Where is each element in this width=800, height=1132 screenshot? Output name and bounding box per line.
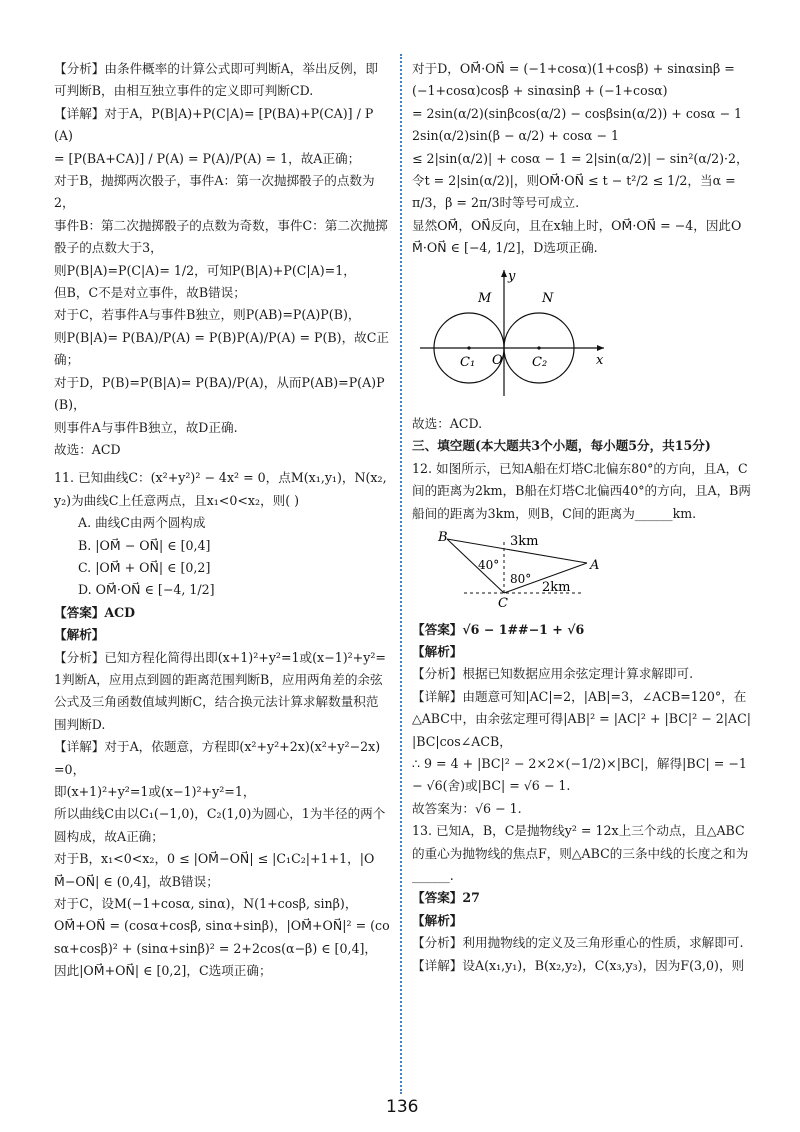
label-a: A	[590, 558, 600, 574]
label-c1: C₁	[460, 354, 476, 370]
q11-choice: 故选：ACD.	[412, 416, 483, 432]
point-n: N	[542, 290, 554, 306]
q10-detail-c2: 则P(B|A)= P(BA)/P(A) = P(B)P(A)/P(A) = P(B)，故C正确；	[54, 329, 390, 368]
two-circles-figure	[412, 264, 752, 411]
q11-detail-c: 对于C，设M(−1+cosα, sinα)，N(1+cosβ, sinβ)，	[54, 896, 358, 912]
q11-detail-d6: 显然OM⃗，ON⃗反向，且在x轴上时，OM⃗·ON⃗ = −4，因此OM⃗·ON⃗ ∈ [−4, 1/2]，D选项正确.	[412, 217, 742, 256]
q10-detail-a: 【详解】对于A，P(B|A)+P(C|A)= [P(BA)+P(CA)] / P(A)	[54, 105, 374, 144]
label-o: O	[492, 352, 503, 368]
q10-analysis: 【分析】由条件概率的计算公式即可判断A，举出反例，即可判断B，由相互独立事件的定义即可判断CD.	[54, 61, 378, 99]
q10-detail-b2: 事件B：第二次抛掷骰子的点数为奇数，事件C：第二次抛掷骰子的点数大于3，	[54, 217, 388, 256]
x-label: x	[596, 352, 604, 368]
y-axis-arrow	[501, 270, 507, 277]
y-label: y	[508, 268, 516, 284]
q13-analysis: 【分析】利用抛物线的定义及三角形重心的性质，求解即可.	[412, 935, 744, 951]
q10-detail-c: 对于C，若事件A与事件B独立，则P(AB)=P(A)P(B)，	[54, 307, 361, 323]
q11-detail-a3: 所以曲线C由以C₁(−1,0)，C₂(1,0)为圆心，1为半径的两个圆构成，故A正确；	[54, 806, 386, 844]
q13-answer: 【答案】27	[412, 890, 480, 906]
q10-choice: 故选：ACD	[54, 441, 121, 457]
q13-jiexi: 【解析】	[412, 912, 463, 928]
q13-stem: 13. 已知A，B，C是抛物线y² = 12x上三个动点，且△ABC的重心为抛物线的焦点F，则△ABC的三条中线的长度之和为______.	[412, 823, 749, 883]
q10-detail-b4: 但B，C不是对立事件，故B错误；	[54, 285, 246, 301]
q10-detail-b3: 则P(B|A)=P(C|A)= 1/2，可知P(B|A)+P(C|A)=1，	[54, 262, 356, 278]
label-40: 40°	[478, 558, 500, 573]
center-c1	[467, 346, 470, 349]
q10-detail-b: 对于B，抛掷两次骰子，事件A：第一次抛掷骰子的点数为2，	[54, 173, 375, 211]
q11-detail-d3: 2sin(α/2)sin(β − α/2) + cosα − 1	[412, 128, 619, 144]
center-c2	[537, 346, 540, 349]
q11-option-b: B. |OM⃗ − ON⃗| ∈ [0,4]	[78, 537, 211, 553]
q10-detail-d: 对于D，P(B)=P(B|A)= P(BA)/P(A)，从而P(AB)=P(A)P(B)，	[54, 374, 385, 413]
q11-analysis: 【分析】已知方程化简得出即(x+1)²+y²=1或(x−1)²+y²=1判断A，应用点到圆的距离范围判断B，应用两角差的余弦公式及三角函数值域判断C，结合换元法计算求解数量积范围判断D.	[54, 649, 386, 732]
q12-analysis: 【分析】根据已知数据应用余弦定理计算求解即可.	[412, 666, 694, 682]
label-b: B	[438, 530, 448, 546]
q12-jiexi: 【解析】	[412, 643, 463, 659]
column-divider	[400, 54, 402, 1094]
q11-answer: 【答案】ACD	[54, 604, 136, 620]
q11-option-c: C. |OM⃗ + ON⃗| ∈ [0,2]	[78, 559, 211, 575]
triangle-svg	[412, 529, 612, 609]
q10-detail-d2: 则事件A与事件B独立，故D正确.	[54, 419, 238, 435]
q12-stem: 12. 如图所示，已知A船在灯塔C北偏东80°的方向，且A，C间的距离为2km，B船在灯塔C北偏西40°的方向，且A，B两船间的距离为3km，则B，C间的距离为______km.	[412, 460, 752, 521]
q11-jiexi: 【解析】	[54, 627, 105, 643]
q12-detail2: ∴ 9 = 4 + |BC|² − 2×2×(−1/2)×|BC|，解得|BC| = −1 − √6(舍)或|BC| = √6 − 1.	[412, 755, 747, 794]
triangle-figure	[412, 529, 752, 616]
q10-detail-a2: = [P(BA+CA)] / P(A) = P(A)/P(A) = 1，故A正确；	[54, 150, 361, 166]
q11-detail-d2: = 2sin(α/2)(sinβcos(α/2) − cosβsin(α/2)) + cosα − 1	[412, 105, 743, 121]
q11-detail-c3: 因此|OM⃗+ON⃗| ∈ [0,2]，C选项正确；	[54, 963, 272, 979]
q11-detail-b: 对于B，x₁<0<x₂，0 ≤ |OM⃗−ON⃗| ≤ |C₁C₂|+1+1，|OM⃗−ON⃗| ∈ (0,4]，故B错误；	[54, 851, 375, 889]
q13-detail: 【详解】设A(x₁,y₁)，B(x₂,y₂)，C(x₃,y₃)，因为F(3,0)，则	[412, 957, 745, 973]
q11-detail-d: 对于D，OM⃗·ON⃗ = (−1+cosα)(1+cosβ) + sinαsinβ = (−1+cosα)cosβ + sinαsinβ + (−1+cosα)	[412, 61, 735, 99]
page-number: 136	[386, 1097, 419, 1117]
label-ab: 3km	[510, 534, 539, 550]
q11-detail-d5: 令t = 2|sin(α/2)|，则OM⃗·ON⃗ ≤ t − t²/2 ≤ 1/2，当α = π/3，β = 2π/3时等号可成立.	[412, 173, 736, 211]
label-c2: C₂	[532, 354, 548, 370]
q12-final: 故答案为：√6 − 1.	[412, 800, 522, 816]
section-heading: 三、填空题(本大题共3个小题，每小题5分，共15分)	[412, 438, 711, 454]
right-column	[412, 58, 752, 977]
label-c: C	[498, 596, 508, 610]
label-ac: 2km	[542, 580, 571, 596]
q11-stem: 11. 已知曲线C：(x²+y²)² − 4x² = 0，点M(x₁,y₁)，N(x₂,y₂)为曲线C上任意两点，且x₁<0<x₂，则( )	[54, 470, 387, 508]
two-circles-svg	[412, 264, 612, 404]
q11-detail-a: 【详解】对于A，依题意，方程即(x²+y²+2x)(x²+y²−2x)=0，	[54, 739, 381, 777]
point-m: M	[478, 290, 492, 306]
q11-detail-d4: ≤ 2|sin(α/2)| + cosα − 1 = 2|sin(α/2)| − sin²(α/2)·2，	[412, 150, 749, 166]
label-80: 80°	[510, 572, 532, 587]
left-column	[54, 58, 390, 983]
q11-option-a: A. 曲线C由两个圆构成	[78, 515, 206, 531]
q11-detail-c2: OM⃗+ON⃗ = (cosα+cosβ, sinα+sinβ)，|OM⃗+ON⃗|² = (cosα+cosβ)² + (sinα+sinβ)² = 2+2cos(α−β) ∈ [0,4]，	[54, 918, 390, 956]
q12-answer: 【答案】√6 − 1##−1 + √6	[412, 621, 585, 637]
q11-option-d: D. OM⃗·ON⃗ ∈ [−4, 1/2]	[78, 582, 215, 598]
x-axis-arrow	[597, 345, 604, 351]
q11-detail-a2: 即(x+1)²+y²=1或(x−1)²+y²=1，	[54, 784, 256, 799]
q12-detail: 【详解】由题意可知|AC|=2，|AB|=3，∠ACB=120°，在△ABC中，由余弦定理可得|AB|² = |AC|² + |BC|² − 2|AC||BC|cos∠ACB，	[412, 688, 751, 749]
